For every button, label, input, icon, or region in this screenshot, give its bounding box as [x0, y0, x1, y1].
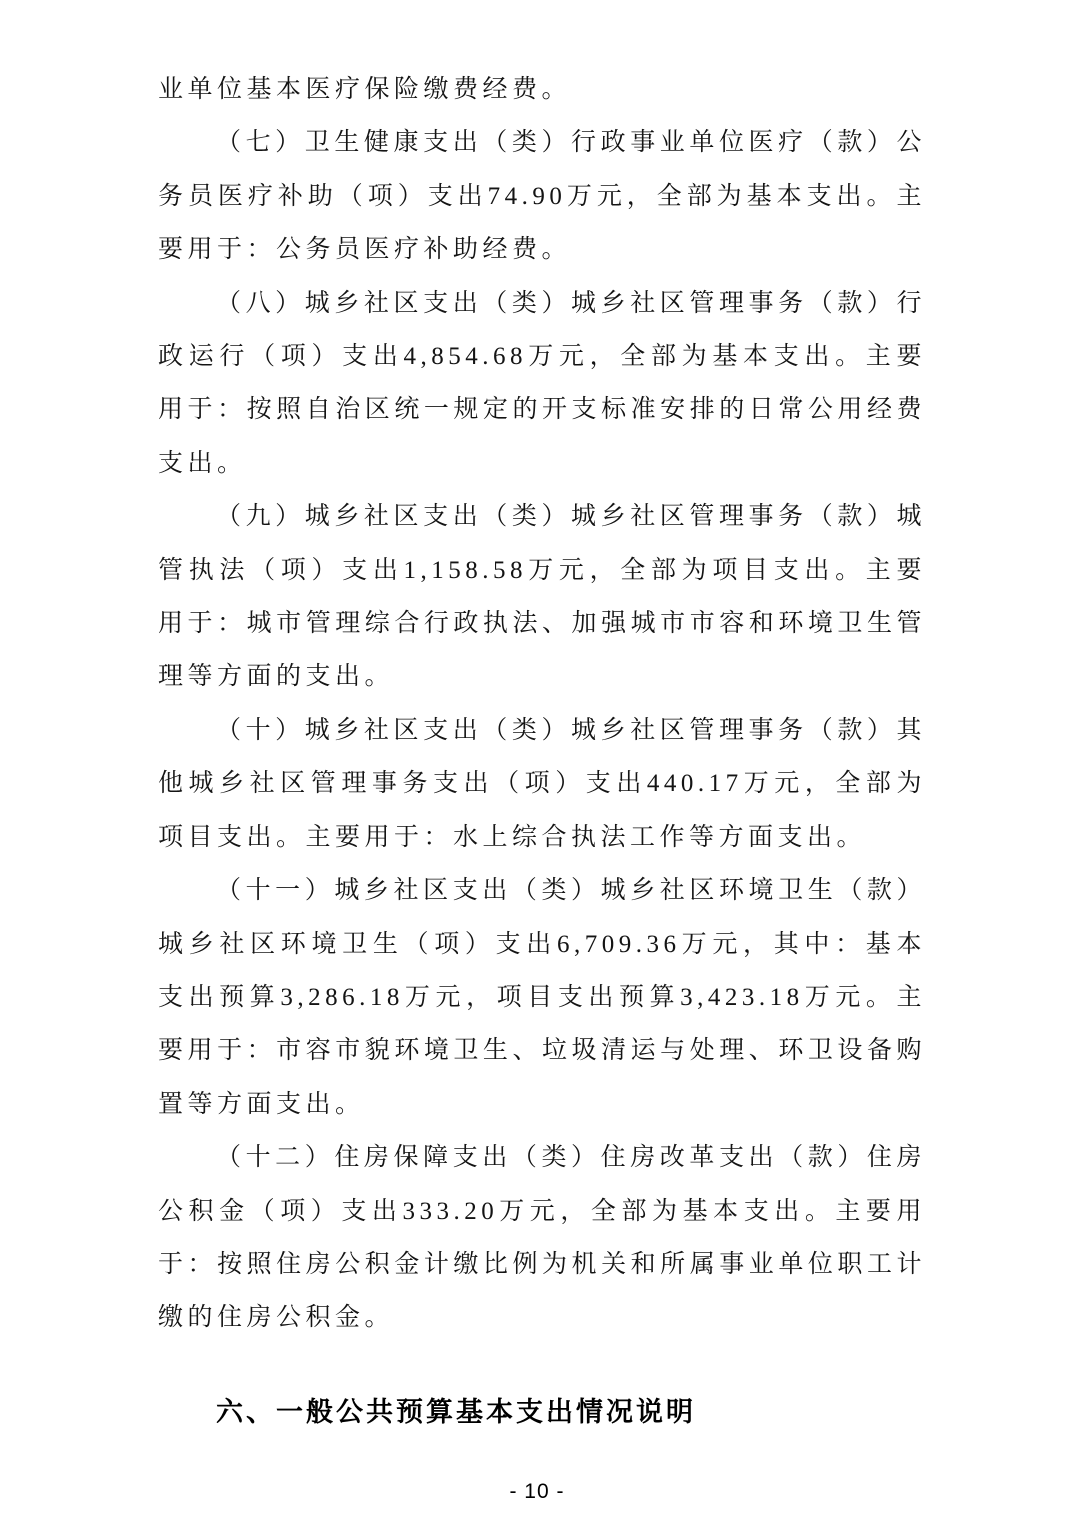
- section-heading: 六、一般公共预算基本支出情况说明: [216, 1396, 696, 1427]
- document-body: [158, 63, 926, 1439]
- paragraph-continuation: 业单位基本医疗保险缴费经费。: [158, 76, 572, 103]
- page-number: - 10 -: [509, 1480, 565, 1503]
- paragraph-item-12: （十二）住房保障支出（类）住房改革支出（款）住房公积金（项）支出333.20万元，全部为基本支出。主要用于：按照住房公积金计缴比例为机关和所属事业单位职工计缴的住房公积金。: [158, 1144, 926, 1332]
- paragraph-item-10: （十）城乡社区支出（类）城乡社区管理事务（款）其他城乡社区管理事务支出（项）支出440.17万元，全部为项目支出。主要用于：水上综合执法工作等方面支出。: [158, 716, 926, 851]
- paragraph-item-9: （九）城乡社区支出（类）城乡社区管理事务（款）城管执法（项）支出1,158.58万元，全部为项目支出。主要用于：城市管理综合行政执法、加强城市市容和环境卫生管理等方面的支出。: [158, 503, 926, 691]
- paragraph-item-11: （十一）城乡社区支出（类）城乡社区环境卫生（款）城乡社区环境卫生（项）支出6,709.36万元，其中：基本支出预算3,286.18万元，项目支出预算3,423.18万元。主要用于：市容市貌环境卫生、垃圾清运与处理、环卫设备购置等方面支出。: [158, 877, 926, 1118]
- paragraph-item-7: （七）卫生健康支出（类）行政事业单位医疗（款）公务员医疗补助（项）支出74.90万元，全部为基本支出。主要用于：公务员医疗补助经费。: [158, 129, 926, 264]
- paragraph-item-8: （八）城乡社区支出（类）城乡社区管理事务（款）行政运行（项）支出4,854.68万元，全部为基本支出。主要用于：按照自治区统一规定的开支标准安排的日常公用经费支出。: [158, 289, 926, 477]
